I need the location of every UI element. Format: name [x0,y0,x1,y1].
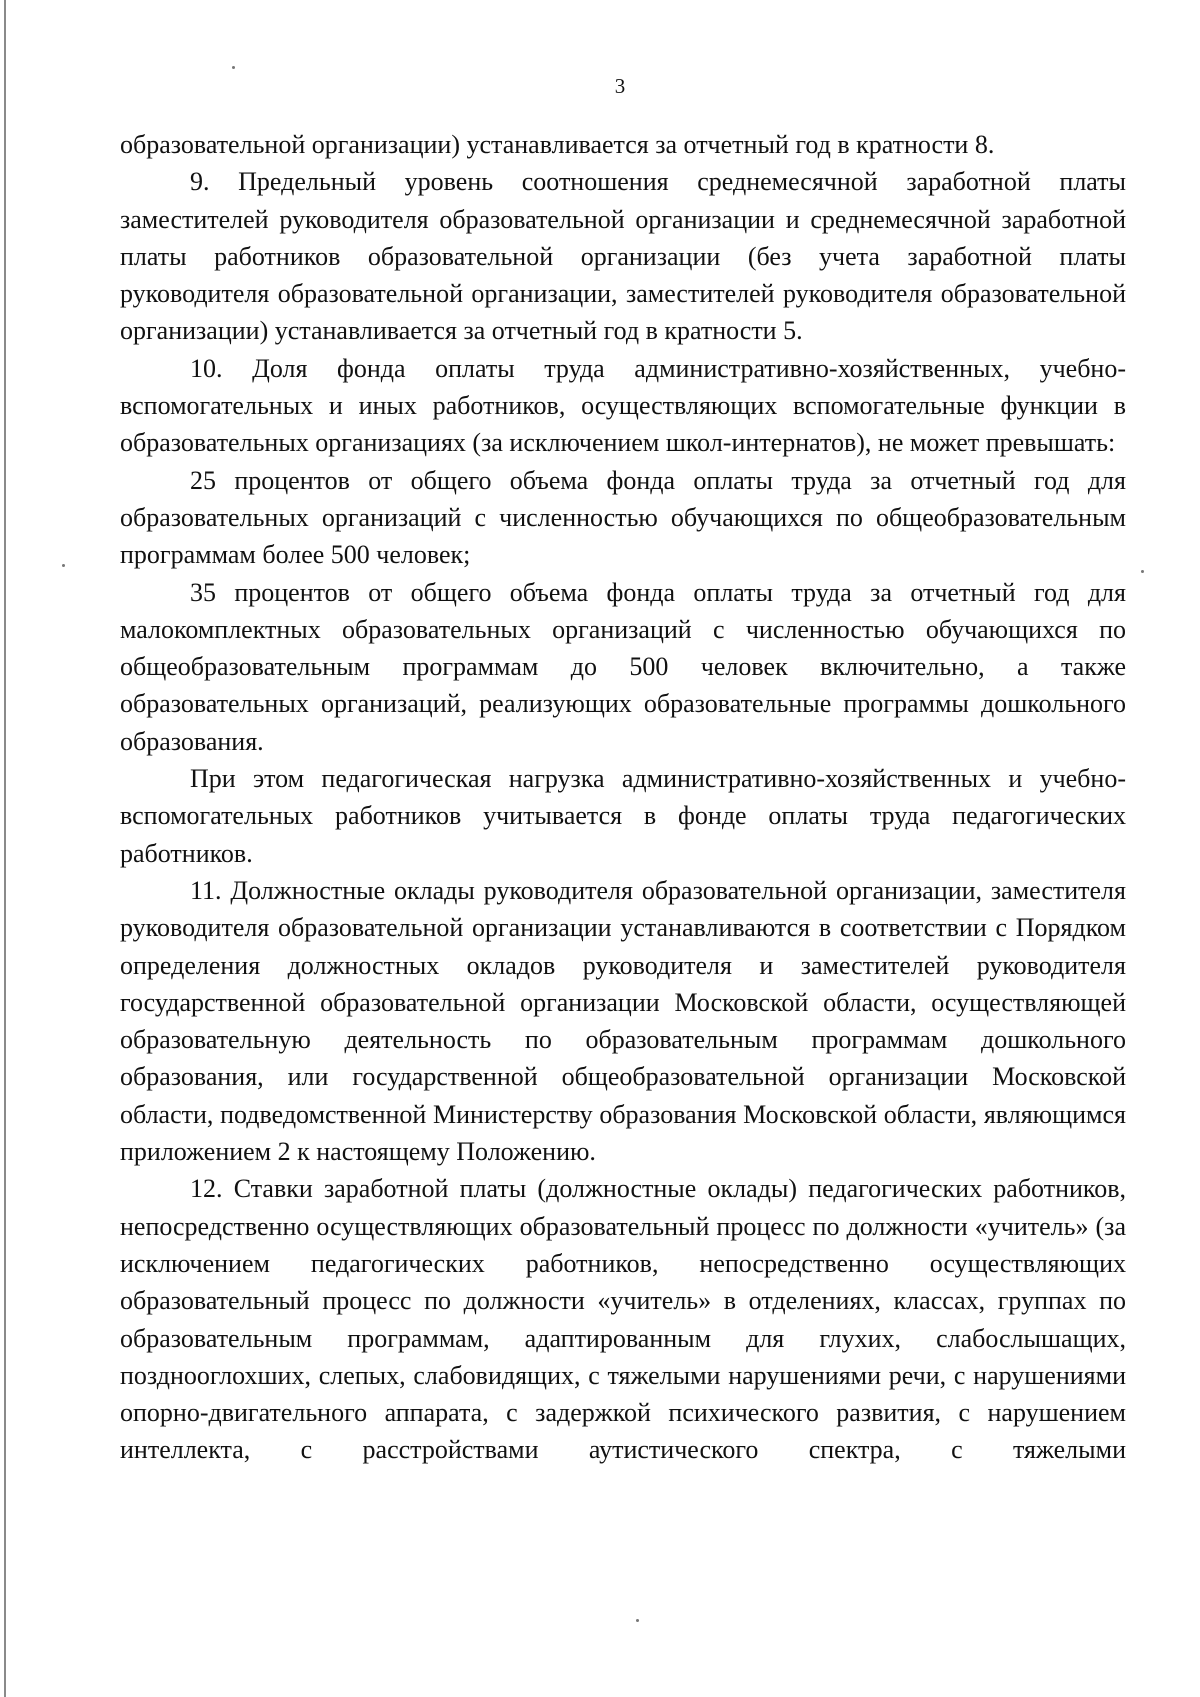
paragraph-item-9: 9. Предельный уровень соотношения среднемесячной заработной платы заместителей руководителя образовательной организации и среднемесячной заработной платы работников образовательной организации (без учета заработной платы руководителя образовательной организации, заместителей руководителя образовательной организации) устанавливается за отчетный год в кратности 5. [120,167,1126,346]
scan-speck [636,1619,639,1622]
page-number: 3 [614,74,626,98]
scan-left-edge [4,0,6,1697]
paragraph-item-12: 12. Ставки заработной платы (должностные оклады) педагогических работников, непосредственно осуществляющих образовательный процесс по должности «учитель» (за исключением педагогических работников, непосредственно осуществляющих образовательный процесс по должности «учитель» в отделениях, классах, группах по образовательным программам, адаптированным для глухих, слабослышащих, позднооглохших, слепых, слабовидящих, с тяжелыми нарушениями речи, с нарушениями опорно-двигательного аппарата, с задержкой психического развития, с нарушением интеллекта, с расстройствами аутистического спектра, с тяжелыми [120,1174,1126,1465]
scan-speck [232,66,235,69]
scan-speck [1141,570,1144,573]
paragraph-item-10-25-percent: 25 процентов от общего объема фонда оплаты труда за отчетный год для образовательных организаций с численностью обучающихся по общеобразовательным программам более 500 человек; [120,465,1126,570]
paragraph-item-10-note: При этом педагогическая нагрузка административно-хозяйственных и учебно-вспомогательных работников учитывается в фонде оплаты труда педагогических работников. [120,764,1126,868]
paragraph-item-10: 10. Доля фонда оплаты труда административно-хозяйственных, учебно-вспомогательных и иных работников, осуществляющих вспомогательные функции в образовательных организациях (за исключением школ-интернатов), не может превышать: [120,353,1126,458]
paragraph-item-11: 11. Должностные оклады руководителя образовательной организации, заместителя руководителя образовательной организации устанавливаются в соответствии с Порядком определения должностных окладов руководителя и заместителей руководителя государственной образовательной организации Московской области, осуществляющей образовательную деятельность по образовательным программам дошкольного образования, или государственной общеобразовательной организации Московской области, подведомственной Министерству образования Московской области, являющимся приложением 2 к настоящему Положению. [120,875,1126,1167]
paragraph-item-10-35-percent: 35 процентов от общего объема фонда оплаты труда за отчетный год для малокомплектных образовательных организаций с численностью обучающихся по общеобразовательным программам до 500 человек включительно, а также образовательных организаций, реализующих образовательные программы дошкольного образования. [120,577,1126,756]
scan-speck [62,564,65,567]
paragraph-continuation: образовательной организации) устанавливается за отчетный год в кратности 8. [120,130,995,159]
document-body [120,126,1126,1469]
